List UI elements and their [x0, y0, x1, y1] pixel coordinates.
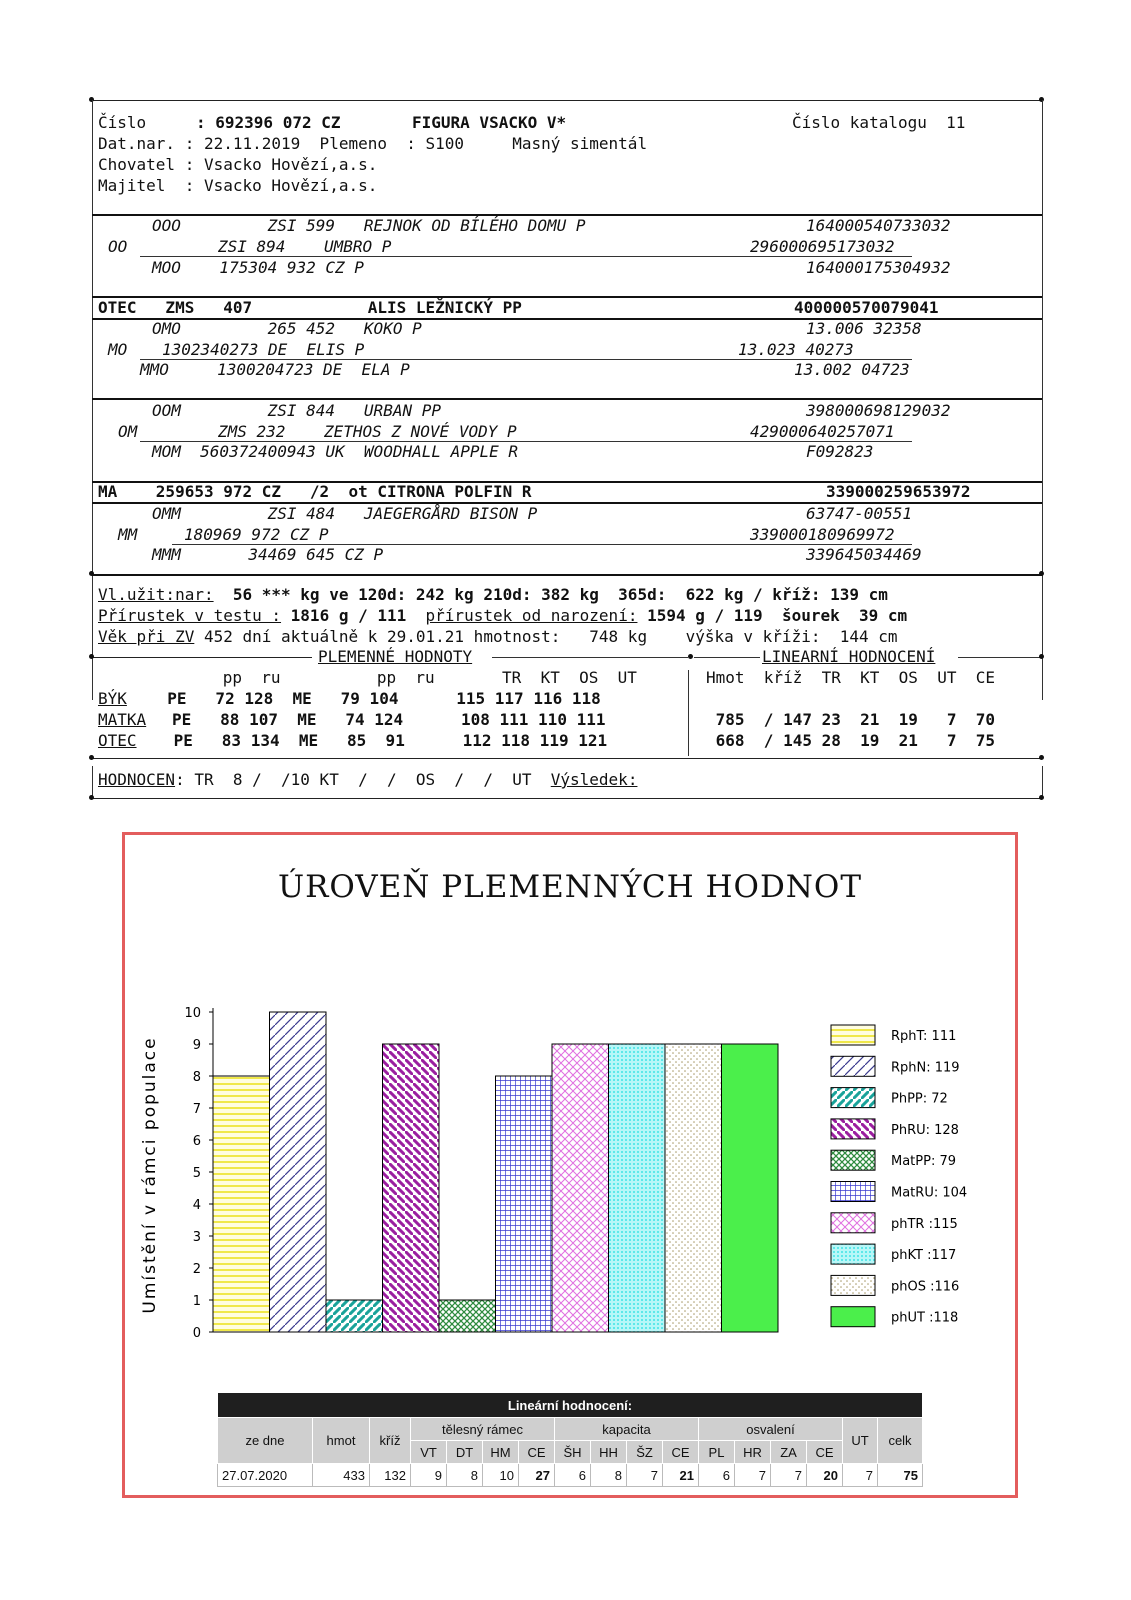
subcol-7: CE: [663, 1441, 699, 1464]
bar-0: [213, 1076, 270, 1332]
row-values-byk: PE 72 128 ME 79 104 115 117 116 118: [148, 689, 601, 708]
corner-dot: [1039, 795, 1044, 800]
oom-id: 398000698129032: [806, 401, 951, 420]
subcol-6: ŠZ: [627, 1441, 663, 1464]
oom-line: OOM ZSI 844 URBAN PP: [152, 401, 441, 420]
corner-dot: [89, 571, 94, 576]
cell-9: 7: [627, 1464, 663, 1487]
legend-swatch-6: [831, 1213, 875, 1233]
oo-id: 296000695173032: [750, 237, 895, 256]
y-tick-label: 0: [192, 1326, 201, 1341]
legend-label-9: phUT :118: [891, 1310, 959, 1326]
bv-dot: [688, 654, 693, 659]
cislo-value: : 692396 072 CZ: [196, 113, 341, 132]
row-label-matka: MATKA: [98, 710, 147, 729]
ma-id: 339000259653972: [826, 482, 971, 501]
mm-label: MM: [118, 525, 138, 544]
cell-10: 21: [663, 1464, 699, 1487]
legend-label-0: RphT: 111: [891, 1029, 957, 1044]
subcol-8: PL: [699, 1441, 735, 1464]
otec-line: OTEC ZMS 407 ALIS LEŽNICKÝ PP: [98, 298, 522, 317]
cell-4: 8: [447, 1464, 483, 1487]
perf-label-3: Věk při ZV: [98, 627, 195, 646]
cell-13: 7: [771, 1464, 807, 1487]
section-line: [92, 398, 1042, 400]
cell-0: 27.07.2020: [218, 1464, 313, 1487]
bar-1: [270, 1012, 327, 1332]
om-label: OM: [118, 422, 138, 441]
hodnocen-text: : TR 8 / /10 KT / / OS / / UT: [175, 770, 551, 789]
mo-id: 13.023 40273: [738, 340, 854, 359]
mmm-id: 339645034469: [806, 545, 922, 564]
chart-title: ÚROVEŇ PLEMENNÝCH HODNOT: [277, 869, 863, 905]
y-axis-label: Umístění v rámci populace: [140, 1036, 160, 1314]
cell-15: 7: [843, 1464, 878, 1487]
col-celk: celk: [878, 1418, 923, 1464]
mom-id: F092823: [806, 442, 874, 461]
linear-table-title: Lineární hodnocení:: [218, 1393, 923, 1418]
y-tick-label: 3: [192, 1230, 201, 1245]
linear-title: LINEARNÍ HODNOCENÍ: [762, 647, 936, 666]
legend-swatch-7: [831, 1244, 875, 1264]
subcol-9: HR: [735, 1441, 771, 1464]
col-ze-dne: ze dne: [218, 1418, 313, 1464]
row-linear-matka: 785 / 147 23 21 19 7 70: [706, 710, 995, 729]
corner-dot: [1039, 755, 1044, 760]
col-kriz: kříž: [370, 1418, 411, 1464]
bv-columns: pp ru pp ru TR KT OS UT: [136, 668, 637, 687]
cell-11: 6: [699, 1464, 735, 1487]
bv-bottom: [92, 758, 1042, 759]
perf-value-2b: 1594 g / 119 šourek 39 cm: [637, 606, 908, 625]
legend-swatch-4: [831, 1150, 875, 1170]
catalog-number: Číslo katalogu 11: [792, 113, 966, 132]
omo-id: 13.006 32358: [806, 319, 922, 338]
row-values-matka: PE 88 107 ME 74 124 108 111 110 111: [172, 710, 606, 729]
bar-5: [496, 1076, 553, 1332]
mmm-line: MMM 34469 645 CZ P: [152, 545, 384, 564]
legend-swatch-2: [831, 1088, 875, 1108]
perf-value-2: 1816 g / 111: [281, 606, 426, 625]
border-bottom: [92, 798, 1042, 799]
bar-2: [326, 1300, 383, 1332]
omo-line: OMO 265 452 KOKO P: [152, 319, 422, 338]
perf-label-1: Vl.užit:nar:: [98, 585, 214, 604]
subcol-4: ŠH: [555, 1441, 591, 1464]
mo-label: MO: [108, 340, 128, 359]
oo-line: ZSI 894 UMBRO P: [218, 237, 392, 256]
cell-7: 6: [555, 1464, 591, 1487]
moo-line: MOO 175304 932 CZ P: [152, 258, 364, 277]
legend-swatch-1: [831, 1056, 875, 1076]
lin-line-l: [694, 657, 760, 658]
border-top: [92, 100, 1042, 101]
section-line: [92, 574, 1042, 576]
legend-label-5: MatRU: 104: [891, 1185, 968, 1201]
bv-line-mid: [492, 657, 688, 658]
col-osvaleni: osvalení: [699, 1418, 843, 1441]
perf-value-3: 452 dní aktuálně k 29.01.21 hmotnost: 748 kg výška v kříži: 144 cm: [194, 627, 898, 646]
row-label-byk: BÝK: [98, 689, 127, 708]
cell-5: 10: [483, 1464, 519, 1487]
corner-dot: [89, 755, 94, 760]
cell-8: 8: [591, 1464, 627, 1487]
cell-16: 75: [878, 1464, 923, 1487]
chart-legend: [831, 1025, 967, 1327]
mmo-line: MMO 1300204723 DE ELA P: [140, 360, 410, 379]
y-tick-label: 9: [192, 1038, 201, 1053]
omm-id: 63747-00551: [806, 504, 912, 523]
oo-underline: [140, 256, 912, 257]
om-line: ZMS 232 ZETHOS Z NOVÉ VODY P: [218, 422, 517, 441]
bar-9: [722, 1044, 779, 1332]
bar-3: [383, 1044, 440, 1332]
subcol-5: HH: [591, 1441, 627, 1464]
legend-swatch-5: [831, 1182, 875, 1202]
chart-bars: [213, 1012, 778, 1332]
animal-name: FIGURA VSACKO V*: [412, 113, 567, 132]
subcol-0: VT: [411, 1441, 447, 1464]
legend-label-1: RphN: 119: [891, 1060, 960, 1076]
y-tick-label: 4: [192, 1198, 201, 1213]
birth-date-breed: Dat.nar. : 22.11.2019 Plemeno : S100 Masný simentál: [98, 134, 648, 153]
bar-6: [552, 1044, 609, 1332]
mom-line: MOM 560372400943 UK WOODHALL APPLE R: [152, 442, 519, 461]
legend-label-8: phOS :116: [891, 1279, 960, 1295]
catalog-card: [92, 100, 1042, 820]
border-left-2: [92, 766, 93, 798]
legend-label-6: phTR :115: [891, 1216, 958, 1232]
border-left: [92, 100, 93, 700]
y-tick-label: 6: [192, 1134, 201, 1149]
col-ut: UT: [843, 1418, 878, 1464]
hodnocen-label: HODNOCEN: [98, 770, 176, 789]
om-id: 429000640257071: [750, 422, 895, 441]
bv-title: PLEMENNÉ HODNOTY: [318, 647, 473, 666]
legend-label-2: PhPP: 72: [891, 1091, 948, 1107]
y-tick-label: 10: [184, 1006, 201, 1021]
legend-label-3: PhRU: 128: [891, 1122, 959, 1138]
corner-dot: [1039, 571, 1044, 576]
row-label-otec: OTEC: [98, 731, 137, 750]
bar-4: [439, 1300, 496, 1332]
cislo-label: Číslo: [98, 113, 147, 132]
bar-7: [609, 1044, 666, 1332]
legend-label-4: MatPP: 79: [891, 1154, 957, 1170]
mm-line: 180969 972 CZ P: [184, 525, 329, 544]
oo-label: OO: [108, 237, 128, 256]
subcol-2: HM: [483, 1441, 519, 1464]
omm-line: OMM ZSI 484 JAEGERGÅRD BISON P: [152, 504, 538, 523]
col-kapacita: kapacita: [555, 1418, 699, 1441]
bv-separator: [688, 670, 689, 756]
row-values-otec: PE 83 134 ME 85 91 112 118 119 121: [164, 731, 608, 750]
ma-line: MA 259653 972 CZ /2 ot CITRONA POLFIN R: [98, 482, 532, 501]
corner-dot: [89, 795, 94, 800]
subcol-3: CE: [519, 1441, 555, 1464]
border-right-2: [1042, 766, 1043, 798]
y-tick-label: 5: [192, 1166, 201, 1181]
mm-id: 339000180969972: [750, 525, 895, 544]
cell-2: 132: [370, 1464, 411, 1487]
y-tick-label: 2: [192, 1262, 201, 1277]
col-telesny-ramec: tělesný rámec: [411, 1418, 555, 1441]
col-hmot: hmot: [313, 1418, 370, 1464]
border-right: [1042, 100, 1043, 700]
breeder: Chovatel : Vsacko Hovězí,a.s.: [98, 155, 378, 174]
mo-line: 1302340273 DE ELIS P: [162, 340, 365, 359]
legend-label-7: phKT :117: [891, 1248, 957, 1264]
y-tick-label: 8: [192, 1070, 201, 1085]
cell-6: 27: [519, 1464, 555, 1487]
lin-line-r: [958, 657, 1042, 658]
corner-dot: [89, 654, 94, 659]
perf-label-2b: přírustek od narození:: [425, 606, 638, 625]
vysledek-label: Výsledek:: [550, 770, 638, 789]
linear-columns: Hmot kříž TR KT OS UT CE: [706, 668, 995, 687]
legend-swatch-0: [831, 1025, 875, 1045]
cell-14: 20: [807, 1464, 843, 1487]
y-tick-label: 1: [192, 1294, 201, 1309]
cell-1: 433: [313, 1464, 370, 1487]
ooo-id: 164000540733032: [806, 216, 951, 235]
bar-8: [665, 1044, 722, 1332]
chart-panel: [122, 832, 1018, 1498]
cell-12: 7: [735, 1464, 771, 1487]
subcol-10: ZA: [771, 1441, 807, 1464]
perf-label-2: Přírustek v testu :: [98, 606, 282, 625]
subcol-1: DT: [447, 1441, 483, 1464]
moo-id: 164000175304932: [806, 258, 951, 277]
y-tick-label: 7: [192, 1102, 201, 1117]
corner-dot: [1039, 654, 1044, 659]
linear-assessment-table: [217, 1392, 923, 1487]
legend-swatch-8: [831, 1275, 875, 1295]
cell-3: 9: [411, 1464, 447, 1487]
row-linear-otec: 668 / 145 28 19 21 7 75: [706, 731, 995, 750]
owner: Majitel : Vsacko Hovězí,a.s.: [98, 176, 378, 195]
ooo-line: OOO ZSI 599 REJNOK OD BÍLÉHO DOMU P: [152, 216, 586, 235]
legend-swatch-3: [831, 1119, 875, 1139]
perf-value-1: 56 *** kg ve 120d: 242 kg 210d: 382 kg 365d: 622 kg / kříž: 139 cm: [213, 585, 888, 604]
subcol-11: CE: [807, 1441, 843, 1464]
bv-line-left: [92, 657, 312, 658]
legend-swatch-9: [831, 1307, 875, 1327]
otec-id: 400000570079041: [794, 298, 939, 317]
mmo-id: 13.002 04723: [794, 360, 910, 379]
